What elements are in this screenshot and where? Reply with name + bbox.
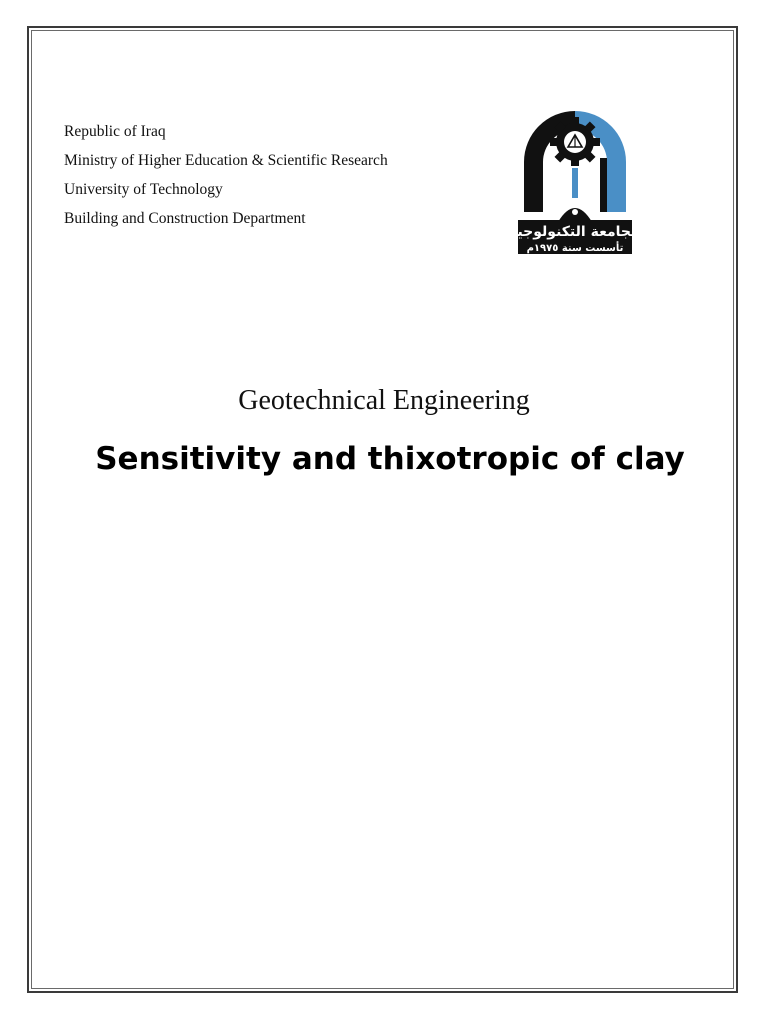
header-line-university: University of Technology <box>64 181 223 198</box>
header-line-department: Building and Construction Department <box>64 210 306 227</box>
header-line-ministry: Ministry of Higher Education & Scientific Research <box>64 152 388 169</box>
header-line-country: Republic of Iraq <box>64 123 166 140</box>
institution-header <box>64 117 388 233</box>
subject-heading: Geotechnical Engineering <box>238 385 530 416</box>
logo-arabic-founded: تأسست سنة ١٩٧٥م <box>526 243 624 254</box>
document-title: Sensitivity and thixotropic of clay <box>95 441 685 477</box>
logo-arabic-name: الجامعة التكنولوجية <box>508 224 642 240</box>
university-logo-icon <box>508 108 642 256</box>
